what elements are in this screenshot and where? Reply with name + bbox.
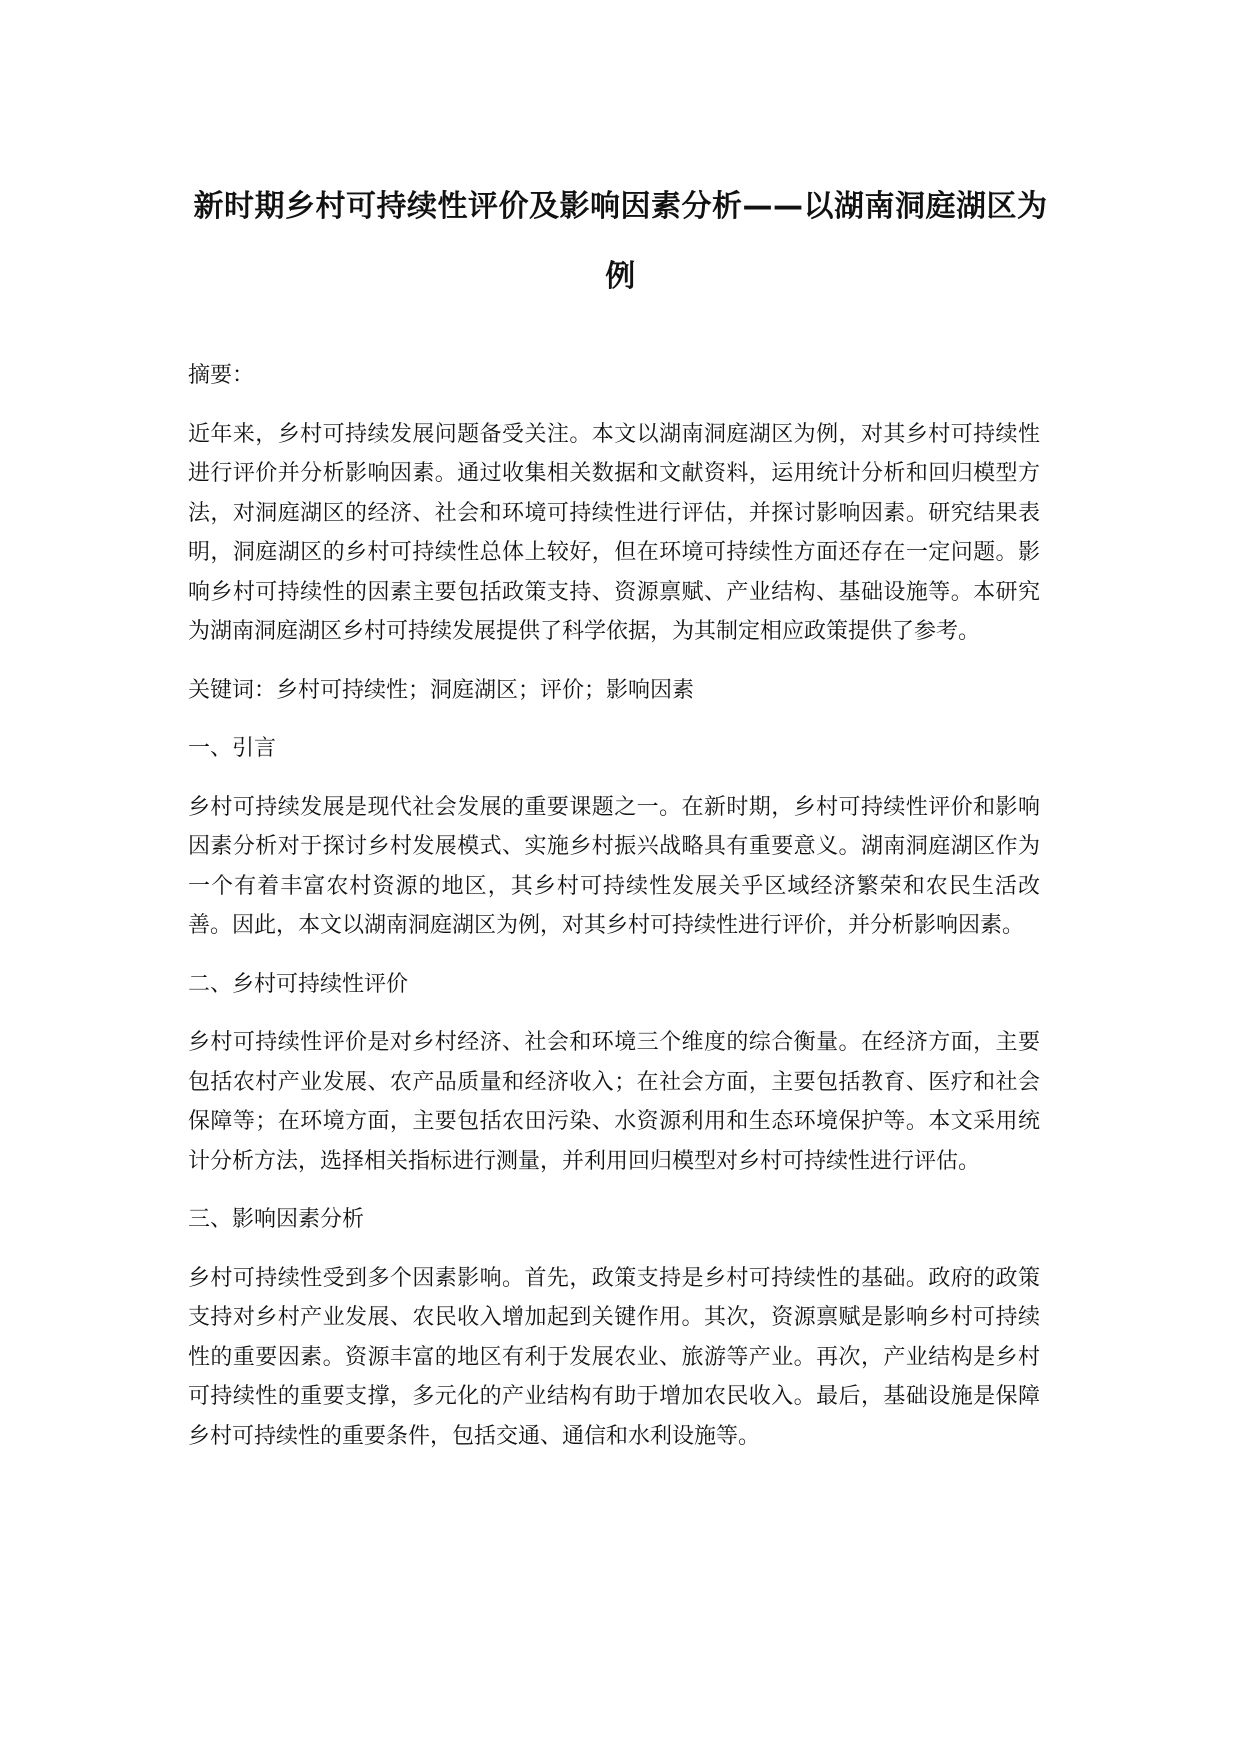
section-body-factors: 乡村可持续性受到多个因素影响。首先，政策支持是乡村可持续性的基础。政府的政策支持对乡村产业发展、农民收入增加起到关键作用。其次，资源禀赋是影响乡村可持续性的重要因素。资源丰富的地区有利于发展农业、旅游等产业。再次，产业结构是乡村可持续性的重要支撑，多元化的产业结构有助于增加农民收入。最后，基础设施是保障乡村可持续性的重要条件，包括交通、通信和水利设施等。 — [188, 1265, 1040, 1449]
document-title: 新时期乡村可持续性评价及影响因素分析——以湖南洞庭湖区为例 — [193, 189, 1048, 294]
document-body — [188, 356, 1040, 1475]
section-heading-introduction: 一、引言 — [188, 736, 277, 761]
abstract-label: 摘要： — [188, 363, 255, 388]
section-heading-evaluation: 二、乡村可持续性评价 — [188, 971, 409, 997]
section-body-evaluation: 乡村可持续性评价是对乡村经济、社会和环境三个维度的综合衡量。在经济方面，主要包括农村产业发展、农产品质量和经济收入；在社会方面，主要包括教育、医疗和社会保障等；在环境方面，主要包括农田污染、水资源利用和生态环境保护等。本文采用统计分析方法，选择相关指标进行测量，并利用回归模型对乡村可持续性进行评估。 — [188, 1030, 1040, 1174]
keywords-line: 关键词：乡村可持续性；洞庭湖区；评价；影响因素 — [188, 677, 695, 703]
abstract-paragraph: 近年来，乡村可持续发展问题备受关注。本文以湖南洞庭湖区为例，对其乡村可持续性进行评价并分析影响因素。通过收集相关数据和文献资料，运用统计分析和回归模型方法，对洞庭湖区的经济、社会和环境可持续性进行评估，并探讨影响因素。研究结果表明，洞庭湖区的乡村可持续性总体上较好，但在环境可持续性方面还存在一定问题。影响乡村可持续性的因素主要包括政策支持、资源禀赋、产业结构、基础设施等。本研究为湖南洞庭湖区乡村可持续发展提供了科学依据，为其制定相应政策提供了参考。 — [188, 421, 1040, 644]
section-body-introduction: 乡村可持续发展是现代社会发展的重要课题之一。在新时期，乡村可持续性评价和影响因素分析对于探讨乡村发展模式、实施乡村振兴战略具有重要意义。湖南洞庭湖区作为一个有着丰富农村资源的地区，其乡村可持续性发展关乎区域经济繁荣和农民生活改善。因此，本文以湖南洞庭湖区为例，对其乡村可持续性进行评价，并分析影响因素。 — [188, 794, 1040, 938]
section-heading-factors: 三、影响因素分析 — [188, 1207, 365, 1232]
